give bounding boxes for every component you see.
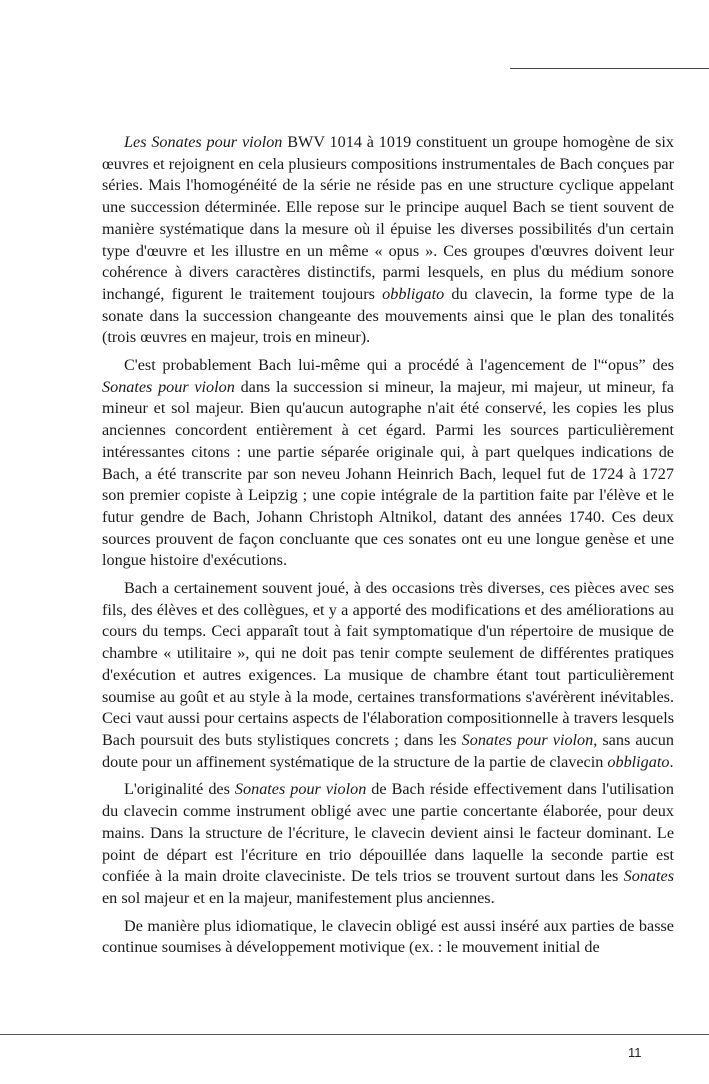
body-text: [102, 132, 674, 965]
text-run: en sol majeur et en la majeur, manifestement plus anciennes.: [102, 888, 495, 907]
text-run-italic: Sonates pour violon: [461, 730, 594, 749]
paragraph: [102, 355, 674, 572]
text-run: L'originalité des: [124, 780, 235, 799]
text-run: De manière plus idiomatique, le clavecin obligé est aussi inséré aux parties de basse continue soumises à développement motivique (ex. : le mouvement initial de: [102, 916, 674, 957]
page-number: 11: [628, 1045, 642, 1060]
text-run: de Bach réside effectivement dans l'utilisation du clavecin comme instrument obligé avec une partie concertante élaborée, pour deux mains. Dans la structure de l'écriture, le clavecin devient ainsi le facteur dominant. Le point de départ est l'écriture en trio dépouillée dans laquelle la seconde partie est confiée à la main droite claveciniste. De tels trios se trouvent surtout dans les: [102, 780, 674, 886]
paragraph: [102, 132, 674, 349]
text-run: , sans aucun doute pour un affinement systématique de la structure de la partie de clavecin: [102, 730, 674, 771]
text-run-italic: Les Sonates pour violon: [124, 133, 283, 151]
header-rule: [510, 68, 709, 69]
text-run-italic: obbligato: [607, 752, 670, 771]
text-run: .: [669, 752, 674, 771]
text-run: C'est probablement Bach lui-même qui a procédé à l'agencement de l'“opus” des: [124, 356, 674, 375]
paragraph: [102, 916, 674, 959]
footer-rule: [0, 1034, 709, 1035]
text-run: BWV 1014 à 1019 constituent un groupe homogène de six œuvres et rejoignent en cela plusieurs compositions instrumentales de Bach conçues par séries. Mais l'homogénéité de la série ne réside pas en une structure cyclique appelant une succession déterminée. Elle repose sur le principe auquel Bach se tient souvent de manière systématique dans la mesure où il épuise les diverses possibilités d'un certain type d'œuvre et les illustre en un même « opus ». Ces groupes d'œuvres doivent leur cohérence à divers caractères distinctifs, parmi lesquels, en plus du médium sonore inchangé, figurent le traitement toujours: [102, 133, 674, 303]
text-run: dans la succession si mineur, la majeur, mi majeur, ut mineur, fa mineur et sol majeur. Bien qu'aucun autographe n'ait été conservé, les copies les plus anciennes concordent entièrement à cet égard. Parmi les sources particulièrement intéressantes citons : une partie séparée originale qui, à part quelques indications de Bach, a été transcrite par son neveu Johann Heinrich Bach, lequel fut de 1724 à 1727 son premier copiste à Leipzig ; une copie intégrale de la partition faite par l'élève et le futur gendre de Bach, Johann Christoph Altnikol, datant des années 1740. Ces deux sources prouvent de façon concluante que ces sonates ont eu une longue genèse et une longue histoire d'exécutions.: [102, 377, 674, 570]
paragraph: [102, 578, 674, 773]
text-run: du clavecin, la forme type de la sonate dans la succession changeante des mouvements ainsi que le plan des tonalités (trois œuvres en majeur, trois en mineur).: [102, 284, 674, 347]
text-run-italic: Sonates pour violon: [102, 377, 235, 396]
text-run-italic: Sonates pour violon: [234, 780, 367, 799]
text-run: Bach a certainement souvent joué, à des occasions très diverses, ces pièces avec ses fils, des élèves et des collègues, et y a apporté des modifications et des améliorations au cours du temps. Ceci apparaît tout à fait symptomatique d'un répertoire de musique de chambre « utilitaire », qui ne doit pas tenir compte seulement de différentes pratiques d'exécution et autres exigences. La musique de chambre étant tout particulièrement soumise au goût et au style à la mode, certaines transformations s'avérèrent inévitables. Ceci vaut aussi pour certains aspects de l'élaboration compositionnelle à travers lesquels Bach poursuit des buts stylistiques concrets ; dans les: [102, 579, 674, 749]
text-run-italic: obbligato: [382, 284, 445, 303]
text-run-italic: Sonates: [623, 867, 674, 886]
paragraph: [102, 779, 674, 909]
